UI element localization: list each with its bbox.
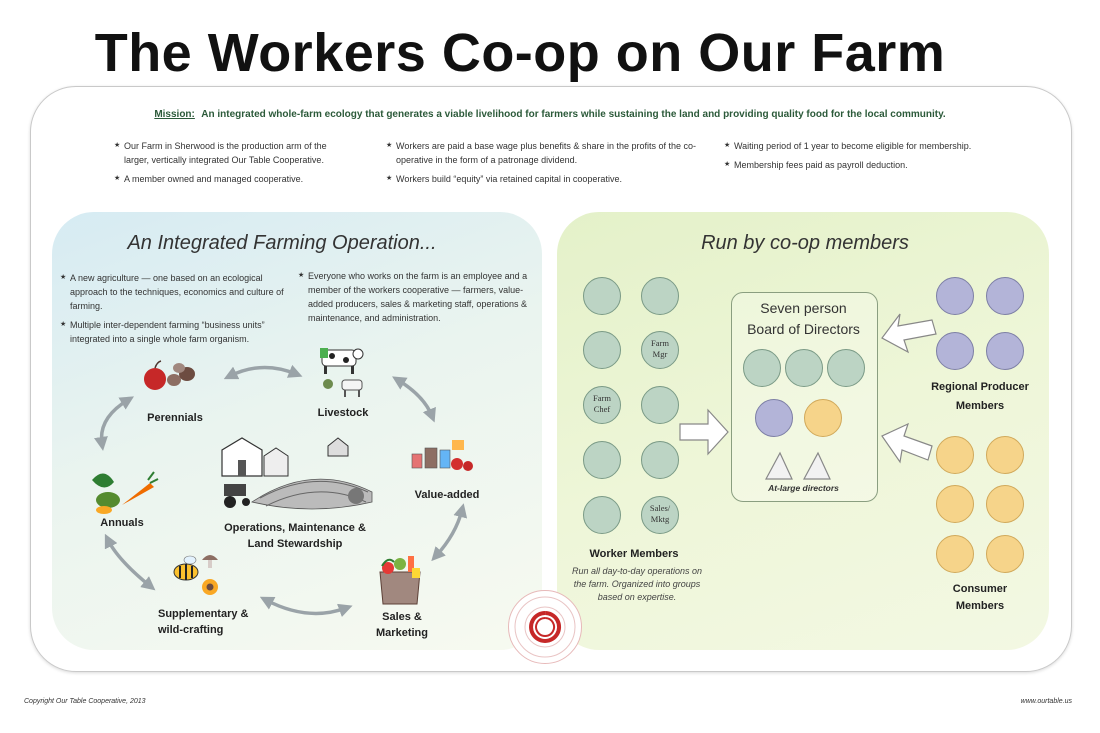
regional-line-2: Members [955,400,1005,412]
consumer-member-circle [986,535,1024,573]
cycle-arrow [436,510,462,556]
value-added-icon [412,440,473,471]
farm-operations-icon [222,438,372,509]
bullet-item: ★ Workers are paid a base wage plus benefits & share in the profits of the co-operative in the form of a patronage dividend. [386,139,704,167]
consumer-member-circle [986,436,1024,474]
worker-desc-line: the farm. Organized into groups [573,579,701,589]
consumer-line-1: Consumer [952,583,1008,595]
bullets-col-3 [724,139,994,177]
bullet-item: ★ Membership fees paid as payroll deduction. [724,158,994,172]
consumer-line-2: Members [955,600,1005,612]
unit-sales-line-2: Marketing [376,627,428,639]
sales-marketing-circle [641,496,679,534]
seal-logo-icon [509,591,581,663]
worker-member-circle [583,441,621,479]
unit-value-added: Value-added [414,489,480,501]
vegetables-icon [92,472,158,514]
at-large-label: At-large directors [768,483,839,493]
unit-supplementary-line-1: Supplementary & [158,608,249,620]
worker-member-circle [641,441,679,479]
role-label: Mgr [652,349,668,359]
unit-livestock: Livestock [317,407,369,419]
copyright-text: Copyright Our Table Cooperative, 2013 [24,698,146,705]
arrow-producers-to-board [882,314,936,352]
farm-manager-circle [641,331,679,369]
cycle-arrow [230,367,296,376]
worker-desc-line: Run all day-to-day operations on [571,566,703,576]
co-op-members-title: Run by co-op members [701,232,909,254]
worker-members-description [557,565,717,604]
bullet-item: ★ Multiple inter-dependent farming “business units” integrated into a single whole farm organism. [60,318,292,346]
mission-text: An integrated whole-farm ecology that generates a viable livelihood for farmers while sustaining the land and providing quality food for the local community. [201,109,946,120]
worker-member-circle [641,277,679,315]
regional-producer-circle [986,277,1024,315]
consumer-member-circle [936,485,974,523]
livestock-icon [320,348,363,397]
role-label: Chef [593,404,611,414]
bee-flower-icon [174,555,218,595]
mission-statement [60,109,1040,120]
regional-producer-circle [986,332,1024,370]
our-table-seal [508,590,582,664]
bullets-col-2 [386,139,704,191]
regional-producer-circle [936,332,974,370]
consumer-member-circle [986,485,1024,523]
board-title-line-1: Seven person [760,300,847,316]
regional-producer-circle [936,277,974,315]
bullet-item: ★ Waiting period of 1 year to become eligible for membership. [724,139,994,153]
apple-icon [144,361,195,390]
website-url: www.ourtable.us [1020,698,1072,705]
arrow-consumers-to-board [882,424,932,462]
role-label: Mktg [650,514,670,524]
unit-perennials: Perennials [147,412,203,424]
farm-chef-circle [583,386,621,424]
mission-label: Mission: [154,109,195,120]
unit-supplementary-line-2: wild-crafting [158,624,224,636]
consumer-member-circle [936,535,974,573]
cycle-arrow [266,600,346,613]
consumer-member-circle [936,436,974,474]
bullet-item: ★ Our Farm in Sherwood is the production arm of the larger, vertically integrated Our Table Cooperative. [114,139,344,167]
cycle-arrow [398,380,432,416]
page-title: The Workers Co-op on Our Farm [94,23,946,83]
unit-operations-line-2: Land Stewardship [247,538,343,550]
unit-annuals: Annuals [100,517,144,529]
role-label: Sales/ [649,503,671,513]
regional-line-1: Regional Producer [931,381,1029,393]
regional-producer-label [916,378,1044,416]
worker-desc-line: based on expertise. [597,592,677,602]
worker-member-circle [641,386,679,424]
cycle-arrow [108,540,150,586]
bullet-item: ★ A new agriculture — one based on an ecological approach to the techniques, economics and culture of farming. [60,271,292,313]
grocery-bag-icon [380,556,420,604]
unit-operations-line-1: Operations, Maintenance & [224,522,366,534]
worker-member-circle [583,496,621,534]
role-label: Farm [593,393,611,403]
worker-member-circle [583,277,621,315]
bullet-item: ★ Everyone who works on the farm is an employee and a member of the workers cooperative — farmers, value-added producers, sales & marketing staff, operations & maintenance, and administration. [298,269,536,325]
unit-sales-line-1: Sales & [382,611,422,623]
bullet-item: ★ A member owned and managed cooperative. [114,172,344,186]
worker-member-circle [583,331,621,369]
bullets-col-1 [114,139,344,191]
bullet-item: ★ Workers build “equity” via retained capital in cooperative. [386,172,704,186]
arrow-workers-to-board [680,410,728,454]
board-title-line-2: Board of Directors [747,321,860,337]
cycle-arrow [102,400,128,444]
role-label: Farm [651,338,669,348]
farming-bullets-b [298,269,536,330]
unit-supplementary [140,606,260,638]
worker-members-label: Worker Members [589,548,679,560]
unit-sales-marketing [362,609,442,641]
farming-operation-title: An Integrated Farming Operation... [127,232,437,254]
unit-operations [205,520,385,552]
flow-arrows [676,290,938,480]
consumer-members-label [930,581,1030,615]
